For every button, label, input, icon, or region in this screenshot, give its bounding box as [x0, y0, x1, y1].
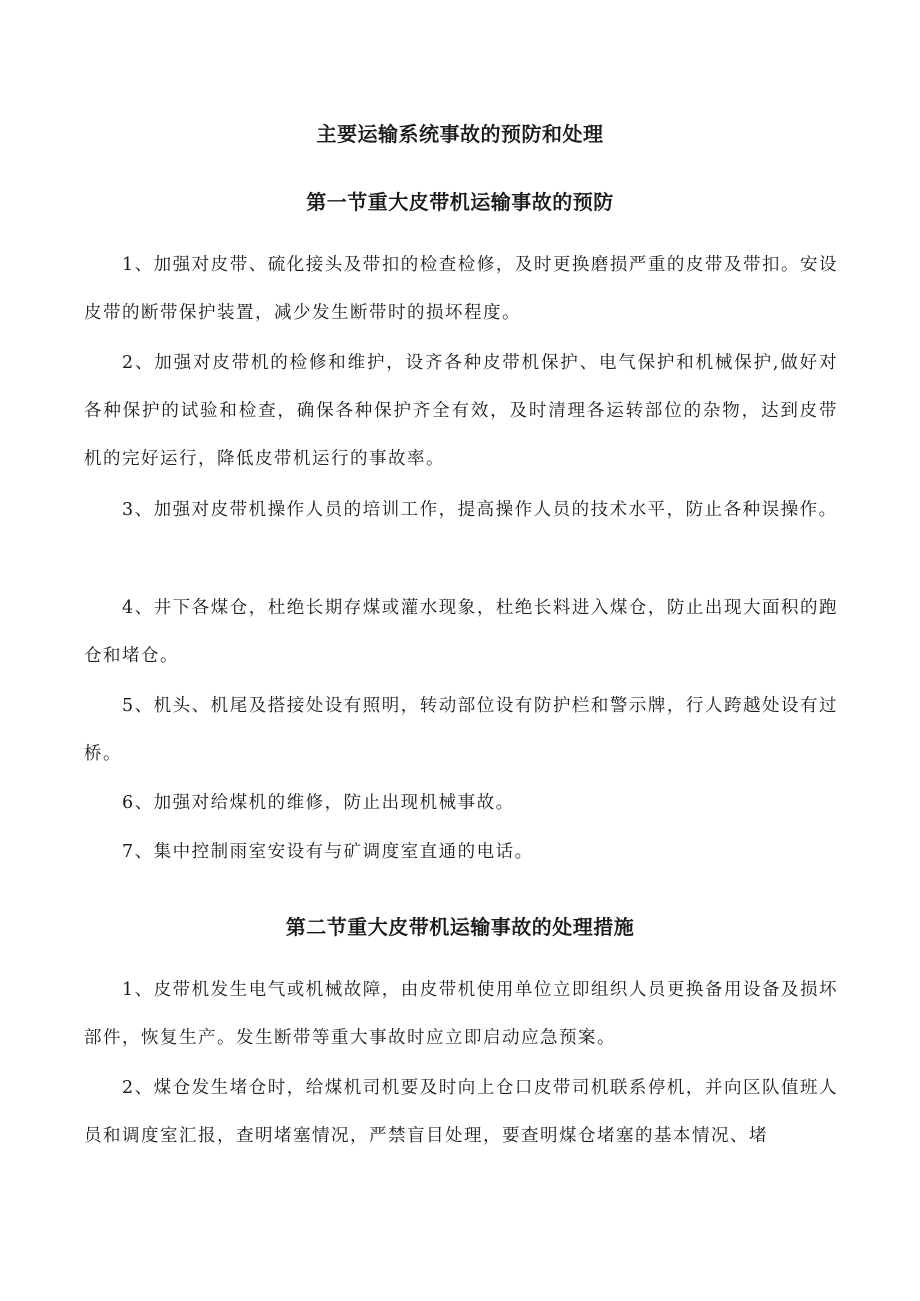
section1-paragraph-1: 1、加强对皮带、硫化接头及带扣的检查检修，及时更换磨损严重的皮带及带扣。安设皮带的断带保护装置，减少发生断带时的损坏程度。 [84, 255, 838, 323]
section1-paragraph-5: 5、机头、机尾及搭接处设有照明，转动部位设有防护栏和警示牌，行人跨越处设有过桥。 [84, 696, 838, 764]
section1-paragraph-6: 6、加强对给煤机的维修，防止出现机械事故。 [122, 793, 515, 813]
section1-paragraph-4: 4、井下各煤仓，杜绝长期存煤或灌水现象，杜绝长料进入煤仓，防止出现大面积的跑仓和堵仓。 [84, 598, 838, 666]
main-title: 主要运输系统事故的预防和处理 [316, 122, 604, 146]
section1-paragraph-7: 7、集中控制雨室安设有与矿调度室直通的电话。 [122, 842, 534, 862]
section2-paragraph-2: 2、煤仓发生堵仓时，给煤机司机要及时向上仓口皮带司机联系停机，并向区队值班人员和调度室汇报，查明堵塞情况，严禁盲目处理，要查明煤仓堵塞的基本情况、堵 [84, 1078, 838, 1146]
section2-heading: 第二节重大皮带机运输事故的处理措施 [285, 915, 635, 939]
section1-paragraph-2: 2、加强对皮带机的检修和维护，设齐各种皮带机保护、电气保护和机械保护,做好对各种保护的试验和检查，确保各种保护齐全有效，及时清理各运转部位的杂物，达到皮带机的完好运行，降低皮带机运行的事故率。 [84, 353, 838, 469]
section1-paragraph-3: 3、加强对皮带机操作人员的培训工作，提高操作人员的技术水平，防止各种误操作。 [122, 500, 838, 520]
section2-paragraph-1: 1、皮带机发生电气或机械故障，由皮带机使用单位立即组织人员更换备用设备及损坏部件，恢复生产。发生断带等重大事故时应立即启动应急预案。 [84, 980, 838, 1048]
section1-heading: 第一节重大皮带机运输事故的预防 [306, 190, 614, 214]
